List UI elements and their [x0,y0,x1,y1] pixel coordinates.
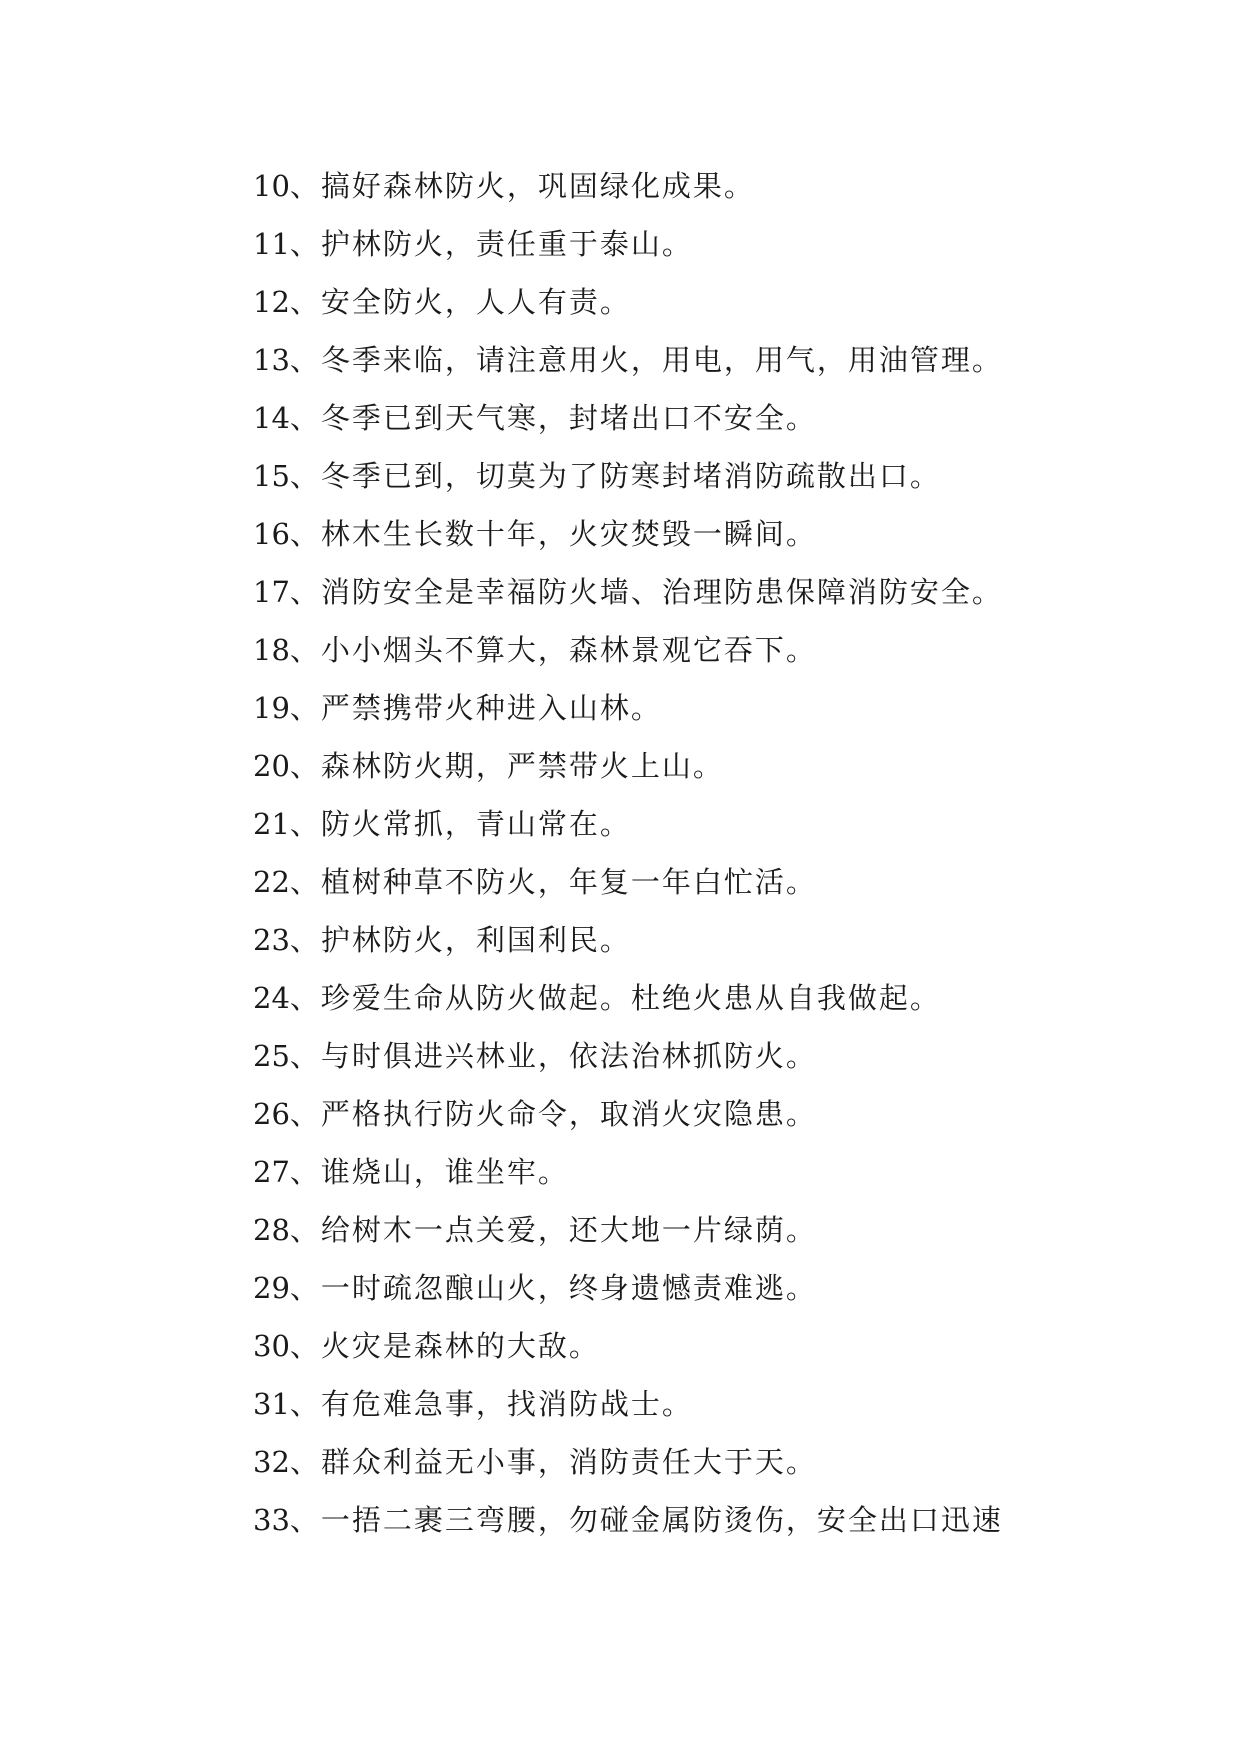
item-text: 、群众利益无小事，消防责任大于天。 [289,1445,817,1479]
item-text: 、护林防火，责任重于泰山。 [289,227,693,261]
list-item [253,1027,1153,1085]
list-item [253,737,1153,795]
list-item [253,215,1153,273]
item-text: 、谁烧山，谁坐牢。 [289,1155,569,1189]
item-number: 20 [253,749,290,783]
slogan-list [253,157,1153,1549]
item-number: 12 [253,285,290,319]
item-number: 14 [253,401,290,435]
item-text: 、植树种草不防火，年复一年白忙活。 [289,865,817,899]
item-number: 30 [253,1329,290,1363]
item-text: 、一时疏忽酿山火，终身遗憾责难逃。 [289,1271,817,1305]
item-text: 、搞好森林防火，巩固绿化成果。 [289,169,755,203]
list-item [253,273,1153,331]
item-text: 、冬季已到天气寒，封堵出口不安全。 [289,401,817,435]
list-item [253,1201,1153,1259]
list-item [253,1143,1153,1201]
item-number: 11 [253,227,290,261]
item-number: 18 [253,633,290,667]
item-text: 、严禁携带火种进入山林。 [289,691,662,725]
item-number: 33 [253,1503,290,1537]
item-number: 24 [253,981,290,1015]
item-number: 21 [253,807,290,841]
list-item [253,679,1153,737]
item-number: 27 [253,1155,290,1189]
item-text: 、防火常抓，青山常在。 [289,807,631,841]
item-text: 、火灾是森林的大敌。 [289,1329,600,1363]
item-number: 28 [253,1213,290,1247]
list-item [253,1433,1153,1491]
list-item [253,447,1153,505]
list-item [253,1491,1153,1549]
item-text: 、护林防火，利国利民。 [289,923,631,957]
list-item [253,795,1153,853]
list-item [253,853,1153,911]
list-item [253,1085,1153,1143]
list-item [253,331,1153,389]
list-item [253,1317,1153,1375]
list-item [253,1375,1153,1433]
item-number: 23 [253,923,290,957]
item-text: 、消防安全是幸福防火墙、治理防患保障消防安全。 [289,575,1003,609]
list-item [253,157,1153,215]
item-number: 17 [253,575,290,609]
item-text: 、珍爱生命从防火做起。杜绝火患从自我做起。 [289,981,941,1015]
item-number: 13 [253,343,290,377]
list-item [253,389,1153,447]
item-number: 31 [253,1387,290,1421]
item-text: 、冬季已到，切莫为了防寒封堵消防疏散出口。 [289,459,941,493]
item-number: 15 [253,459,290,493]
item-number: 10 [253,169,290,203]
item-number: 29 [253,1271,290,1305]
list-item [253,911,1153,969]
list-item [253,505,1153,563]
item-text: 、冬季来临，请注意用火，用电，用气，用油管理。 [289,343,1003,377]
item-number: 26 [253,1097,290,1131]
item-text: 、森林防火期，严禁带火上山。 [289,749,724,783]
item-text: 、严格执行防火命令，取消火灾隐患。 [289,1097,817,1131]
list-item [253,969,1153,1027]
list-item [253,1259,1153,1317]
item-number: 32 [253,1445,290,1479]
item-number: 25 [253,1039,290,1073]
item-text: 、给树木一点关爱，还大地一片绿荫。 [289,1213,817,1247]
item-text: 、有危难急事，找消防战士。 [289,1387,693,1421]
item-number: 16 [253,517,290,551]
item-text: 、安全防火，人人有责。 [289,285,631,319]
item-text: 、林木生长数十年，火灾焚毁一瞬间。 [289,517,817,551]
item-text: 、小小烟头不算大，森林景观它吞下。 [289,633,817,667]
list-item [253,621,1153,679]
item-text: 、与时俱进兴林业，依法治林抓防火。 [289,1039,817,1073]
item-number: 22 [253,865,290,899]
list-item [253,563,1153,621]
item-text: 、一捂二裹三弯腰，勿碰金属防烫伤，安全出口迅速 [289,1503,1003,1537]
item-number: 19 [253,691,290,725]
